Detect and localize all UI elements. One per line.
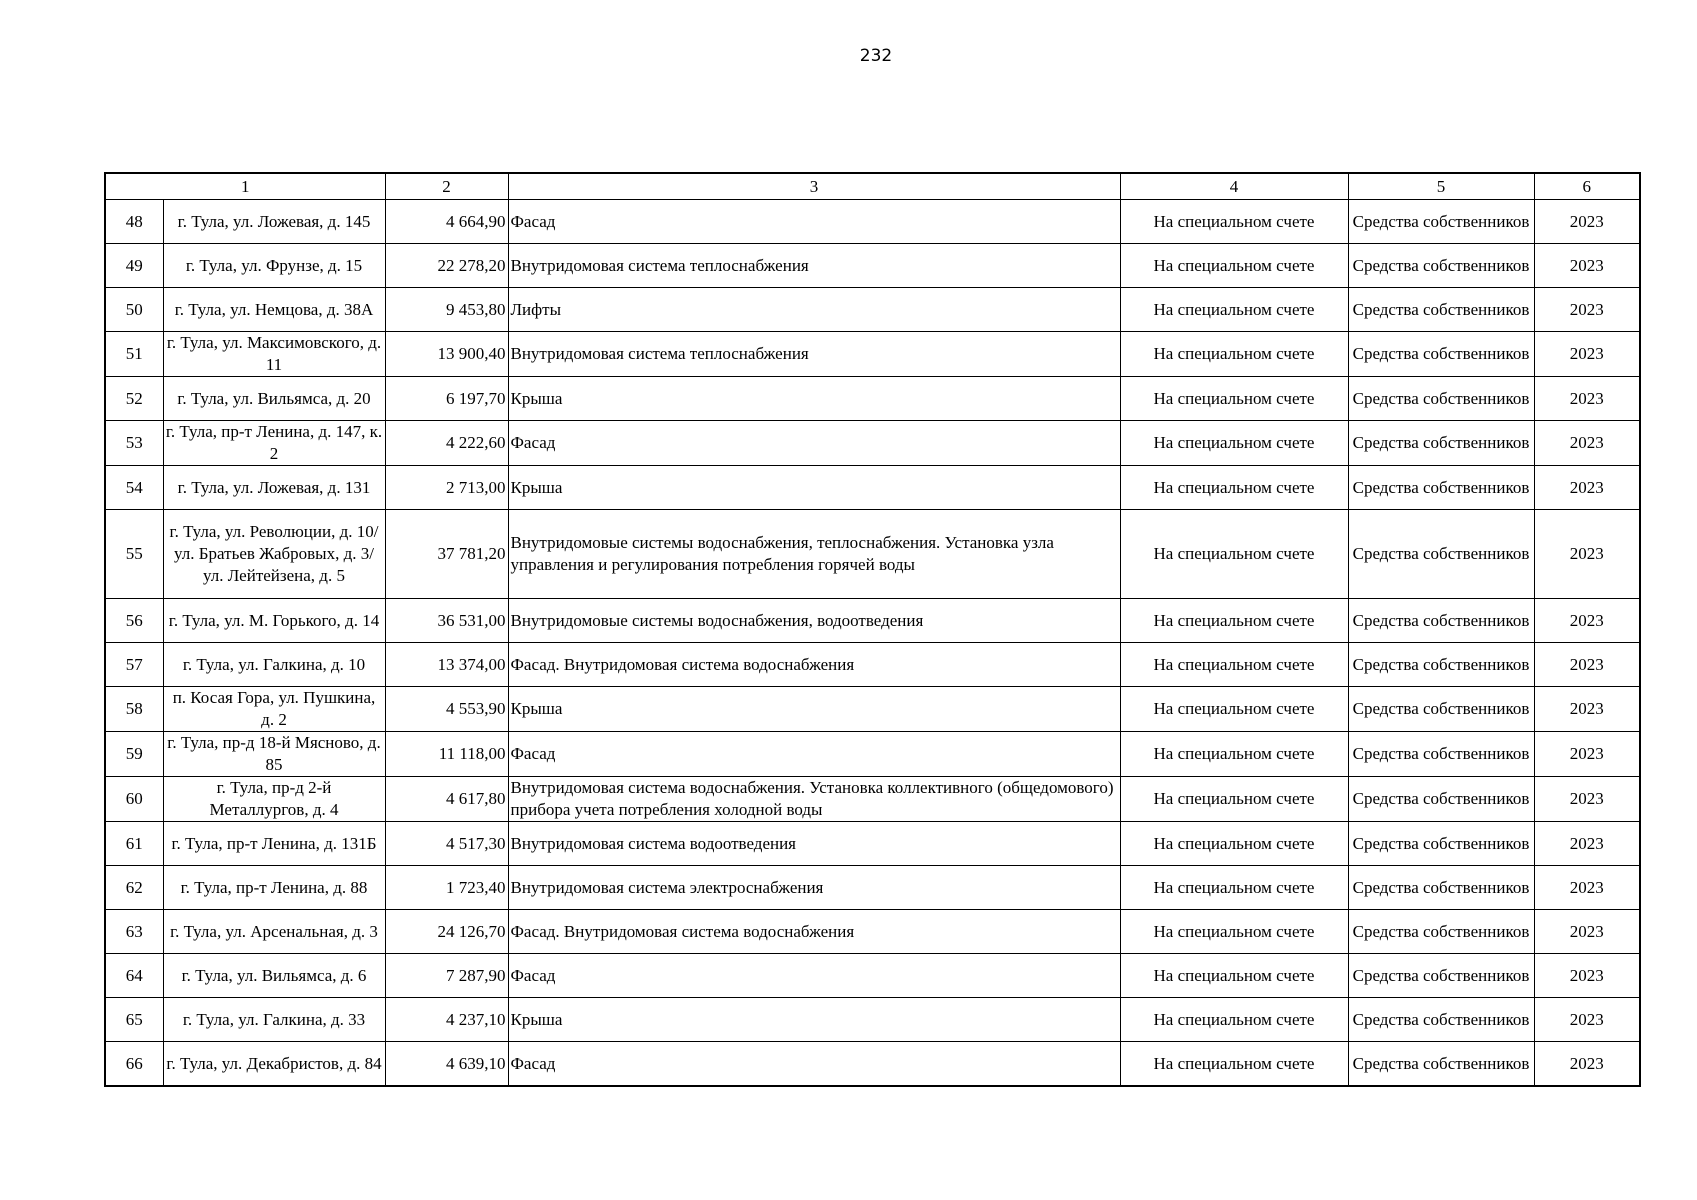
- year-cell: 2023: [1534, 1042, 1640, 1087]
- area-cell: 13 374,00: [385, 643, 508, 687]
- fund-method-cell: На специальном счете: [1120, 244, 1348, 288]
- year-cell: 2023: [1534, 510, 1640, 599]
- fund-method-cell: На специальном счете: [1120, 954, 1348, 998]
- address-cell: г. Тула, пр-д 2-й Металлургов, д. 4: [163, 777, 385, 822]
- row-number-cell: 49: [105, 244, 163, 288]
- area-cell: 4 617,80: [385, 777, 508, 822]
- funding-source-cell: Средства собственников: [1348, 377, 1534, 421]
- table-row: [105, 599, 1640, 643]
- funding-source-cell: Средства собственников: [1348, 954, 1534, 998]
- year-cell: 2023: [1534, 732, 1640, 777]
- area-cell: 11 118,00: [385, 732, 508, 777]
- works-cell: Крыша: [508, 377, 1120, 421]
- area-cell: 4 639,10: [385, 1042, 508, 1087]
- funding-source-cell: Средства собственников: [1348, 599, 1534, 643]
- works-cell: Внутридомовые системы водоснабжения, водоотведения: [508, 599, 1120, 643]
- table-row: [105, 466, 1640, 510]
- row-number-cell: 60: [105, 777, 163, 822]
- address-cell: г. Тула, пр-т Ленина, д. 131Б: [163, 822, 385, 866]
- row-number-cell: 63: [105, 910, 163, 954]
- works-cell: Фасад: [508, 732, 1120, 777]
- area-cell: 1 723,40: [385, 866, 508, 910]
- capital-repair-table: [104, 172, 1641, 1087]
- fund-method-cell: На специальном счете: [1120, 998, 1348, 1042]
- area-cell: 13 900,40: [385, 332, 508, 377]
- funding-source-cell: Средства собственников: [1348, 421, 1534, 466]
- year-cell: 2023: [1534, 599, 1640, 643]
- year-cell: 2023: [1534, 421, 1640, 466]
- row-number-cell: 58: [105, 687, 163, 732]
- funding-source-cell: Средства собственников: [1348, 244, 1534, 288]
- area-cell: 9 453,80: [385, 288, 508, 332]
- table-row: [105, 910, 1640, 954]
- row-number-cell: 65: [105, 998, 163, 1042]
- works-cell: Фасад: [508, 200, 1120, 244]
- year-cell: 2023: [1534, 687, 1640, 732]
- area-cell: 22 278,20: [385, 244, 508, 288]
- year-cell: 2023: [1534, 822, 1640, 866]
- year-cell: 2023: [1534, 998, 1640, 1042]
- row-number-cell: 56: [105, 599, 163, 643]
- fund-method-cell: На специальном счете: [1120, 777, 1348, 822]
- table-row: [105, 643, 1640, 687]
- funding-source-cell: Средства собственников: [1348, 998, 1534, 1042]
- fund-method-cell: На специальном счете: [1120, 687, 1348, 732]
- funding-source-cell: Средства собственников: [1348, 510, 1534, 599]
- works-cell: Внутридомовая система электроснабжения: [508, 866, 1120, 910]
- area-cell: 4 664,90: [385, 200, 508, 244]
- fund-method-cell: На специальном счете: [1120, 200, 1348, 244]
- table-row: [105, 822, 1640, 866]
- table-row: [105, 332, 1640, 377]
- works-cell: Крыша: [508, 998, 1120, 1042]
- year-cell: 2023: [1534, 643, 1640, 687]
- funding-source-cell: Средства собственников: [1348, 822, 1534, 866]
- fund-method-cell: На специальном счете: [1120, 377, 1348, 421]
- funding-source-cell: Средства собственников: [1348, 332, 1534, 377]
- works-cell: Внутридомовая система теплоснабжения: [508, 244, 1120, 288]
- funding-source-cell: Средства собственников: [1348, 866, 1534, 910]
- table-row: [105, 954, 1640, 998]
- address-cell: г. Тула, ул. Фрунзе, д. 15: [163, 244, 385, 288]
- column-header-5: 5: [1348, 173, 1534, 200]
- table-row: [105, 421, 1640, 466]
- year-cell: 2023: [1534, 244, 1640, 288]
- table-row: [105, 200, 1640, 244]
- fund-method-cell: На специальном счете: [1120, 822, 1348, 866]
- funding-source-cell: Средства собственников: [1348, 910, 1534, 954]
- area-cell: 37 781,20: [385, 510, 508, 599]
- year-cell: 2023: [1534, 200, 1640, 244]
- fund-method-cell: На специальном счете: [1120, 910, 1348, 954]
- works-cell: Крыша: [508, 687, 1120, 732]
- row-number-cell: 55: [105, 510, 163, 599]
- year-cell: 2023: [1534, 954, 1640, 998]
- row-number-cell: 59: [105, 732, 163, 777]
- works-cell: Внутридомовая система теплоснабжения: [508, 332, 1120, 377]
- area-cell: 4 237,10: [385, 998, 508, 1042]
- area-cell: 2 713,00: [385, 466, 508, 510]
- funding-source-cell: Средства собственников: [1348, 777, 1534, 822]
- row-number-cell: 53: [105, 421, 163, 466]
- row-number-cell: 66: [105, 1042, 163, 1087]
- year-cell: 2023: [1534, 377, 1640, 421]
- address-cell: г. Тула, ул. Галкина, д. 10: [163, 643, 385, 687]
- area-cell: 4 222,60: [385, 421, 508, 466]
- address-cell: г. Тула, ул. Ложевая, д. 145: [163, 200, 385, 244]
- row-number-cell: 51: [105, 332, 163, 377]
- table-row: [105, 732, 1640, 777]
- fund-method-cell: На специальном счете: [1120, 332, 1348, 377]
- works-cell: Внутридомовая система водоотведения: [508, 822, 1120, 866]
- year-cell: 2023: [1534, 332, 1640, 377]
- address-cell: г. Тула, ул. Ложевая, д. 131: [163, 466, 385, 510]
- address-cell: г. Тула, ул. Декабристов, д. 84: [163, 1042, 385, 1087]
- row-number-cell: 57: [105, 643, 163, 687]
- row-number-cell: 52: [105, 377, 163, 421]
- table-row: [105, 510, 1640, 599]
- area-cell: 36 531,00: [385, 599, 508, 643]
- fund-method-cell: На специальном счете: [1120, 421, 1348, 466]
- table-row: [105, 288, 1640, 332]
- address-cell: г. Тула, пр-т Ленина, д. 88: [163, 866, 385, 910]
- address-cell: г. Тула, пр-д 18-й Мясново, д. 85: [163, 732, 385, 777]
- address-cell: г. Тула, пр-т Ленина, д. 147, к. 2: [163, 421, 385, 466]
- column-header-6: 6: [1534, 173, 1640, 200]
- year-cell: 2023: [1534, 466, 1640, 510]
- table-row: [105, 244, 1640, 288]
- works-cell: Фасад: [508, 1042, 1120, 1087]
- funding-source-cell: Средства собственников: [1348, 1042, 1534, 1087]
- works-cell: Фасад. Внутридомовая система водоснабжения: [508, 643, 1120, 687]
- table-row: [105, 866, 1640, 910]
- address-cell: г. Тула, ул. Немцова, д. 38А: [163, 288, 385, 332]
- fund-method-cell: На специальном счете: [1120, 466, 1348, 510]
- works-cell: Внутридомовая система водоснабжения. Установка коллективного (общедомового) прибора учета потребления холодной воды: [508, 777, 1120, 822]
- table-row: [105, 687, 1640, 732]
- works-cell: Лифты: [508, 288, 1120, 332]
- address-cell: г. Тула, ул. Арсенальная, д. 3: [163, 910, 385, 954]
- fund-method-cell: На специальном счете: [1120, 510, 1348, 599]
- column-header-1: 1: [105, 173, 385, 200]
- page-number: 232: [859, 46, 893, 66]
- row-number-cell: 54: [105, 466, 163, 510]
- area-cell: 7 287,90: [385, 954, 508, 998]
- address-cell: г. Тула, ул. М. Горького, д. 14: [163, 599, 385, 643]
- works-cell: Внутридомовые системы водоснабжения, теплоснабжения. Установка узла управления и регулирования потребления горячей воды: [508, 510, 1120, 599]
- address-cell: г. Тула, ул. Революции, д. 10/ ул. Братьев Жабровых, д. 3/ ул. Лейтейзена, д. 5: [163, 510, 385, 599]
- area-cell: 4 517,30: [385, 822, 508, 866]
- area-cell: 4 553,90: [385, 687, 508, 732]
- fund-method-cell: На специальном счете: [1120, 732, 1348, 777]
- funding-source-cell: Средства собственников: [1348, 732, 1534, 777]
- address-cell: г. Тула, ул. Максимовского, д. 11: [163, 332, 385, 377]
- funding-source-cell: Средства собственников: [1348, 200, 1534, 244]
- table-row: [105, 998, 1640, 1042]
- works-cell: Фасад: [508, 954, 1120, 998]
- year-cell: 2023: [1534, 910, 1640, 954]
- funding-source-cell: Средства собственников: [1348, 643, 1534, 687]
- row-number-cell: 64: [105, 954, 163, 998]
- year-cell: 2023: [1534, 777, 1640, 822]
- area-cell: 24 126,70: [385, 910, 508, 954]
- fund-method-cell: На специальном счете: [1120, 643, 1348, 687]
- works-cell: Фасад: [508, 421, 1120, 466]
- fund-method-cell: На специальном счете: [1120, 866, 1348, 910]
- fund-method-cell: На специальном счете: [1120, 288, 1348, 332]
- row-number-cell: 48: [105, 200, 163, 244]
- address-cell: г. Тула, ул. Вильямса, д. 20: [163, 377, 385, 421]
- funding-source-cell: Средства собственников: [1348, 466, 1534, 510]
- column-header-2: 2: [385, 173, 508, 200]
- address-cell: п. Косая Гора, ул. Пушкина, д. 2: [163, 687, 385, 732]
- area-cell: 6 197,70: [385, 377, 508, 421]
- row-number-cell: 50: [105, 288, 163, 332]
- year-cell: 2023: [1534, 288, 1640, 332]
- table-row: [105, 777, 1640, 822]
- column-header-row: [105, 173, 1640, 200]
- year-cell: 2023: [1534, 866, 1640, 910]
- funding-source-cell: Средства собственников: [1348, 687, 1534, 732]
- address-cell: г. Тула, ул. Галкина, д. 33: [163, 998, 385, 1042]
- fund-method-cell: На специальном счете: [1120, 599, 1348, 643]
- works-cell: Фасад. Внутридомовая система водоснабжения: [508, 910, 1120, 954]
- table-row: [105, 377, 1640, 421]
- fund-method-cell: На специальном счете: [1120, 1042, 1348, 1087]
- column-header-3: 3: [508, 173, 1120, 200]
- table-row: [105, 1042, 1640, 1087]
- row-number-cell: 62: [105, 866, 163, 910]
- column-header-4: 4: [1120, 173, 1348, 200]
- works-cell: Крыша: [508, 466, 1120, 510]
- address-cell: г. Тула, ул. Вильямса, д. 6: [163, 954, 385, 998]
- funding-source-cell: Средства собственников: [1348, 288, 1534, 332]
- row-number-cell: 61: [105, 822, 163, 866]
